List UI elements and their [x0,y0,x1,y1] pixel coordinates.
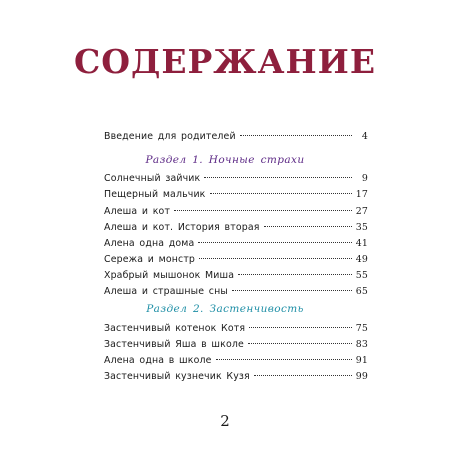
toc-entry[interactable] [104,188,368,202]
toc-entry-title: Алена одна в школе [104,355,212,366]
toc-entry-page: 83 [355,339,368,350]
toc-entry-title: Застенчивый котенок Котя [104,323,246,334]
dot-leader [210,193,352,194]
toc-entry-page: 99 [355,371,368,382]
toc-entry-title: Алеша и кот [104,206,171,217]
dot-leader [199,258,352,259]
dot-leader [238,274,352,275]
page-title: СОДЕРЖАНИЕ [73,42,376,81]
toc-entry[interactable] [104,370,368,384]
toc-entry[interactable] [104,354,368,368]
toc-entry[interactable] [104,205,368,219]
section-heading-1: Раздел 1. Ночные страхи [145,154,305,166]
toc-entry-title: Солнечный зайчик [104,173,201,184]
toc-entry[interactable] [104,322,368,336]
toc-entry[interactable] [104,253,368,267]
dot-leader [249,327,352,328]
dot-leader [248,343,352,344]
toc-entry-page: 4 [361,131,368,142]
toc-entry[interactable] [104,269,368,283]
toc-entry[interactable] [104,338,368,352]
dot-leader [254,375,352,376]
toc-entry-intro[interactable] [104,130,368,144]
dot-leader [216,359,352,360]
toc-entry-page: 49 [355,254,368,265]
toc-entry-title: Алена одна дома [104,238,195,249]
toc-entry-page: 17 [355,189,368,200]
toc-entry-page: 41 [355,238,368,249]
dot-leader [264,226,352,227]
dot-leader [174,210,352,211]
toc-entry-title: Застенчивый кузнечик Кузя [104,371,250,382]
toc-entry-page: 27 [355,206,368,217]
dot-leader [232,290,352,291]
page-number: 2 [220,412,230,430]
dot-leader [240,135,352,136]
toc-entry[interactable] [104,172,368,186]
section-heading-2: Раздел 2. Застенчивость [146,303,304,315]
toc-entry-title: Пещерный мальчик [104,189,206,200]
dot-leader [204,177,352,178]
toc-entry-title: Введение для родителей [104,131,236,142]
toc-entry-page: 9 [361,173,368,184]
toc-entry-title: Алеша и кот. История вторая [104,222,260,233]
toc-entry-title: Сережа и монстр [104,254,196,265]
toc-entry-title: Алеша и страшные сны [104,286,228,297]
toc-entry-title: Застенчивый Яша в школе [104,339,244,350]
toc-entry-page: 65 [355,286,368,297]
toc-entry-title: Храбрый мышонок Миша [104,270,235,281]
toc-entry-page: 91 [355,355,368,366]
toc-entry-page: 35 [355,222,368,233]
toc-entry-page: 55 [355,270,368,281]
dot-leader [198,242,351,243]
toc-entry[interactable] [104,285,368,299]
toc-entry[interactable] [104,221,368,235]
toc-entry-page: 75 [355,323,368,334]
toc-entry[interactable] [104,237,368,251]
